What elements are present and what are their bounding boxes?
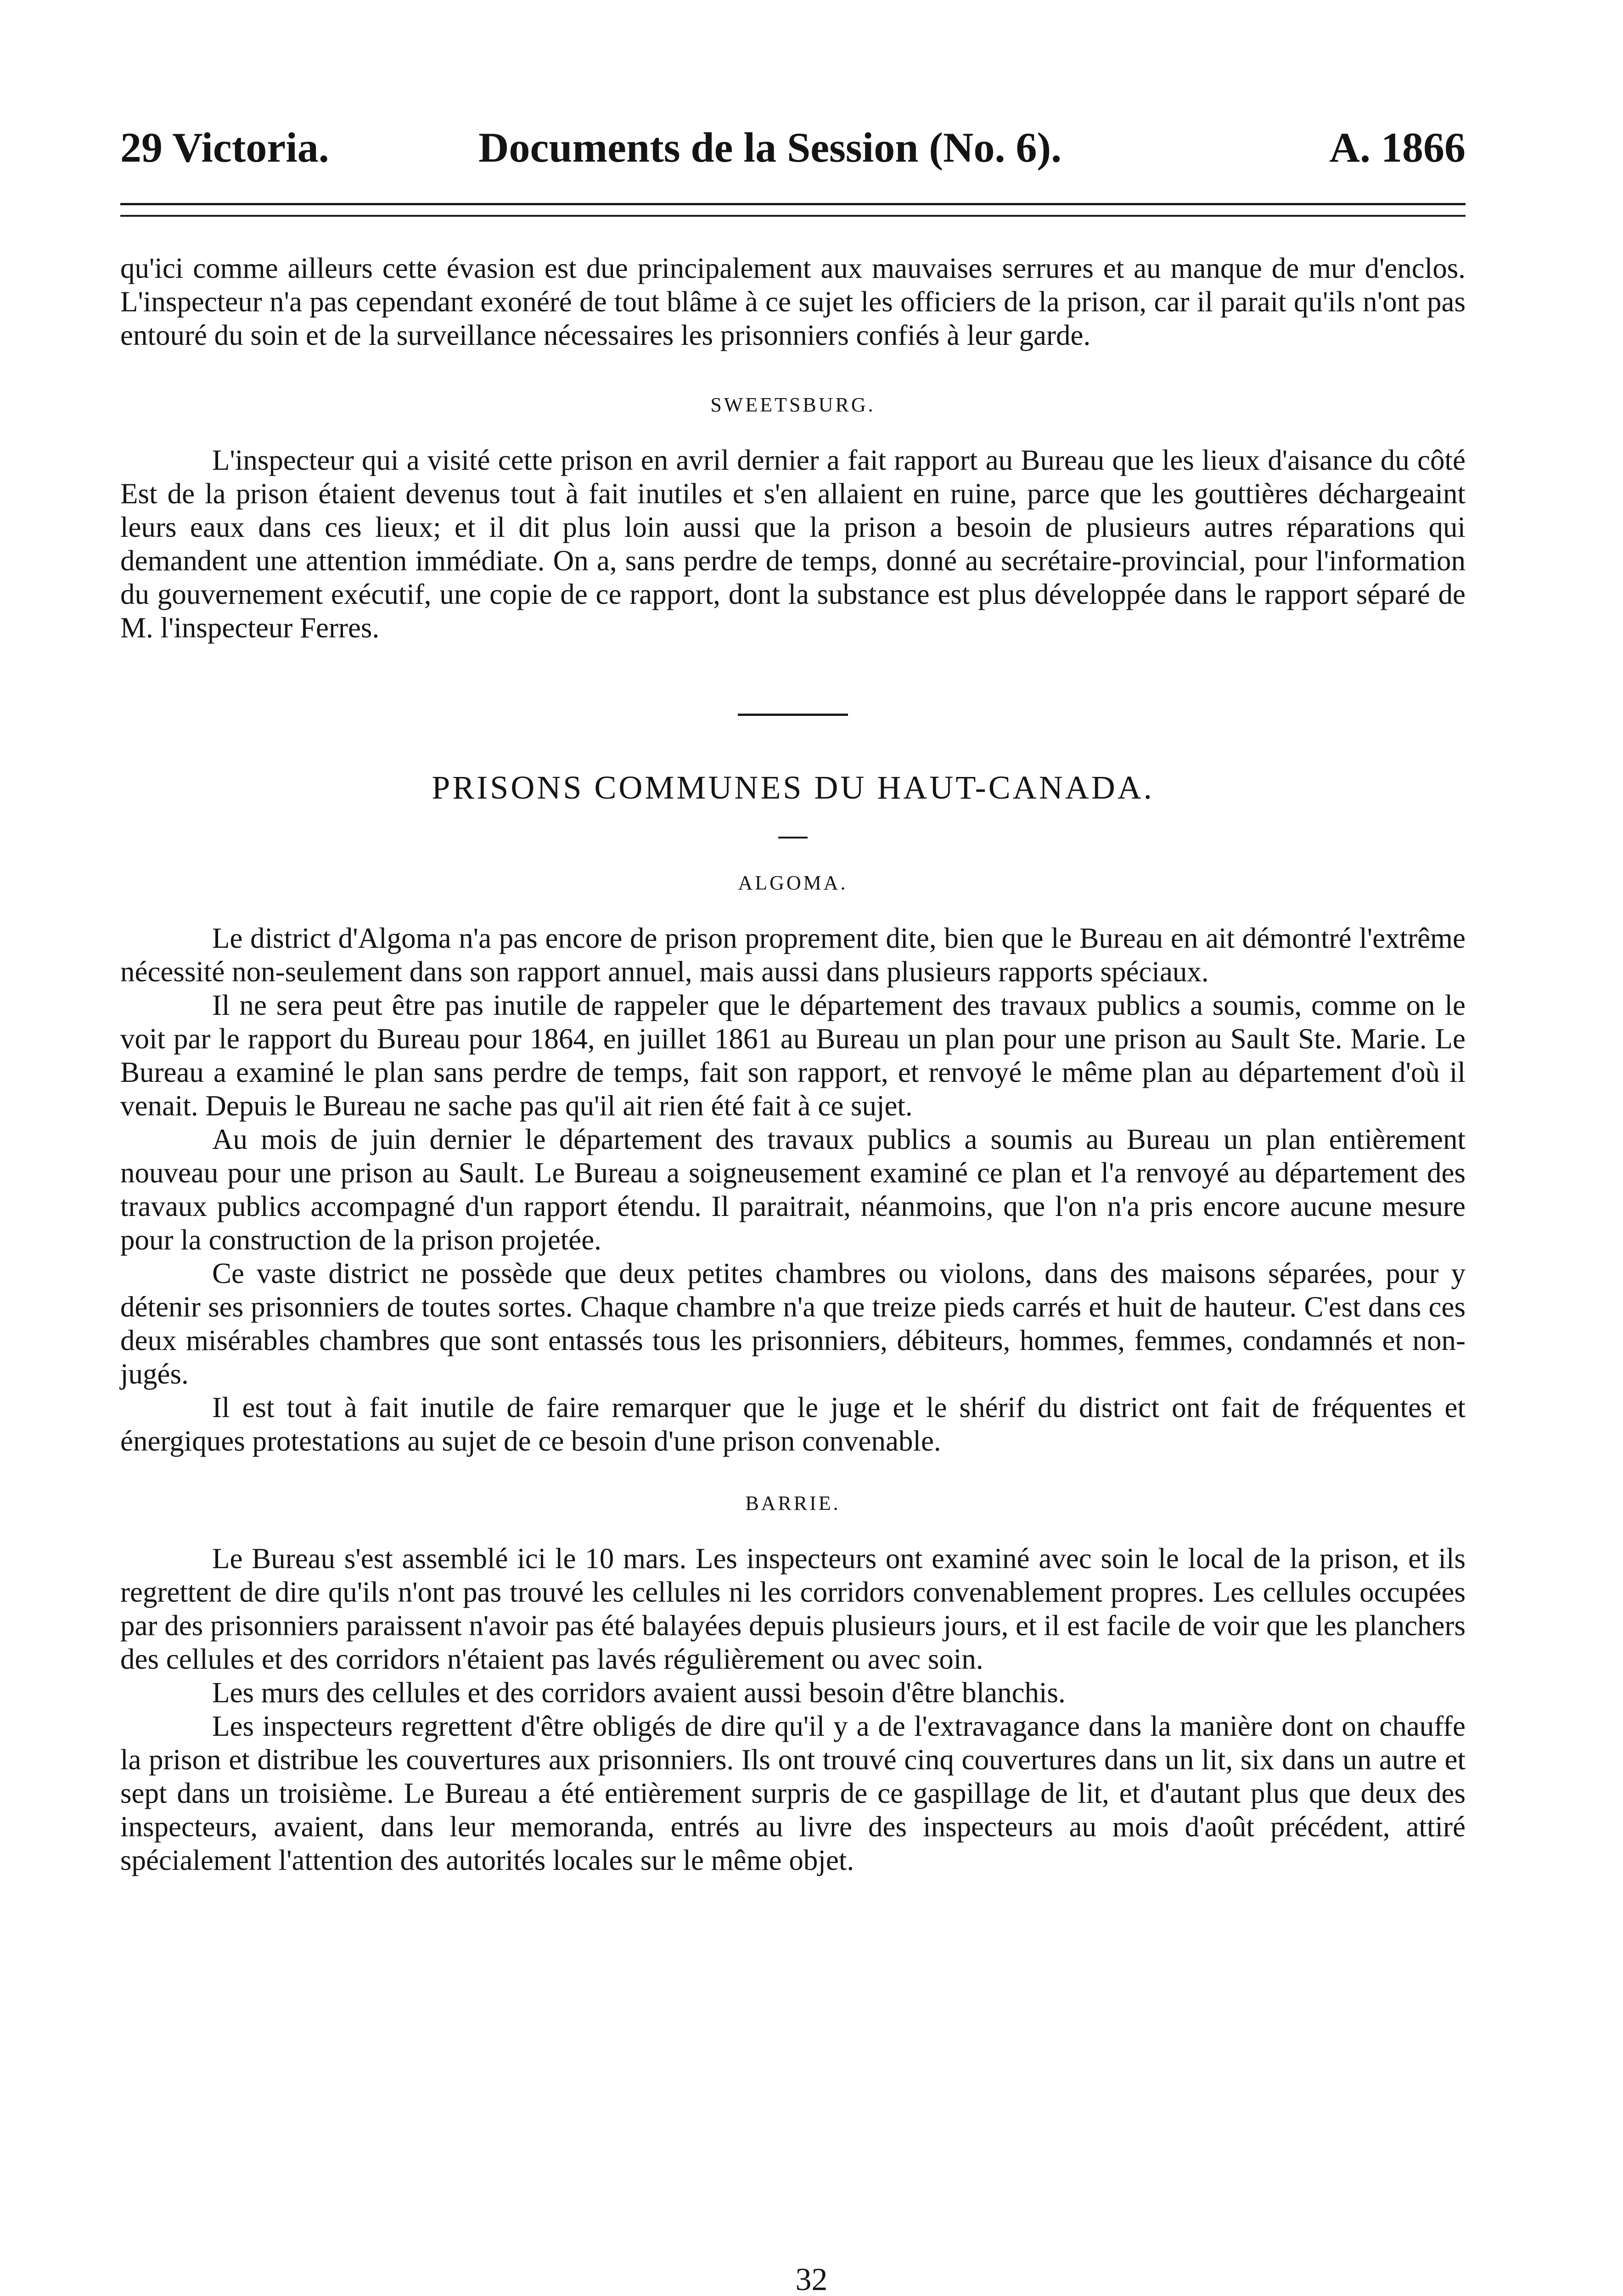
title-separator (778, 837, 808, 838)
section-separator (738, 714, 848, 716)
header-double-rule (120, 203, 1466, 217)
barrie-paragraph: Le Bureau s'est assemblé ici le 10 mars. Les inspecteurs ont examiné avec soin le local de la prison, et ils regrettent de dire qu'ils n'ont pas trouvé les cellules ni les corridors convenablement propres. Les cellules occupées par des prisonniers paraissent n'avoir pas été balayées depuis plusieurs jours, et il est facile de voir que les planchers des cellules et des corridors n'étaient pas lavés régulièrement ou avec soin. (120, 1542, 1466, 1675)
heading-algoma: ALGOMA. (738, 872, 848, 894)
page-body (120, 252, 1466, 1877)
heading-sweetsburg: SWEETSBURG. (710, 394, 876, 416)
intro-paragraph: qu'ici comme ailleurs cette évasion est due principalement aux mauvaises serrures et au manque de mur d'enclos. L'inspecteur n'a pas cependant exonéré de tout blâme à ce sujet les officiers de la prison, car il parait qu'ils n'ont pas entouré du soin et de la surveillance nécessaires les prisonniers confiés à leur garde. (120, 252, 1466, 351)
algoma-paragraph: Au mois de juin dernier le département des travaux publics a soumis au Bureau un plan entièrement nouveau pour une prison au Sault. Le Bureau a soigneusement examiné ce plan et l'a renvoyé au département des travaux publics accompagné d'un rapport étendu. Il paraitrait, néanmoins, que l'on n'a pris encore aucune mesure pour la construction de la prison projetée. (120, 1123, 1466, 1256)
sweetsburg-paragraph: L'inspecteur qui a visité cette prison en avril dernier a fait rapport au Bureau que les lieux d'aisance du côté Est de la prison étaient devenus tout à fait inutiles et s'en allaient en ruine, parce que les gouttières déchargeaint leurs eaux dans ces lieux; et il dit plus loin aussi que la prison a besoin de plusieurs autres réparations qui demandent une attention immédiate. On a, sans perdre de temps, donné au secrétaire-provincial, pour l'information du gouvernement exécutif, une copie de ce rapport, dont la substance est plus développée dans le rapport séparé de M. l'inspecteur Ferres. (120, 444, 1466, 644)
algoma-paragraph: Il ne sera peut être pas inutile de rappeler que le département des travaux publics a soumis, comme on le voit par le rapport du Bureau pour 1864, en juillet 1861 au Bureau un plan pour une prison au Sault Ste. Marie. Le Bureau a examiné le plan sans perdre de temps, fait son rapport, et renvoyé le même plan au département d'où il venait. Depuis le Bureau ne sache pas qu'il ait rien été fait à ce sujet. (120, 989, 1466, 1122)
header-volume: 29 Victoria. (120, 124, 329, 171)
header-title: Documents de la Session (No. 6). (478, 124, 1062, 171)
algoma-paragraph: Ce vaste district ne possède que deux petites chambres ou violons, dans des maisons séparées, pour y détenir ses prisonniers de toutes sortes. Chaque chambre n'a que treize pieds carrés et huit de hauteur. C'est dans ces deux misérables chambres que sont entassés tous les prisonniers, débiteurs, hommes, femmes, condamnés et non-jugés. (120, 1257, 1466, 1390)
running-header (120, 123, 1466, 183)
barrie-paragraph: Les murs des cellules et des corridors avaient aussi besoin d'être blanchis. (212, 1677, 1066, 1709)
page-number: 32 (795, 2262, 828, 2296)
algoma-paragraph: Le district d'Algoma n'a pas encore de prison proprement dite, bien que le Bureau en ait démontré l'extrême nécessité non-seulement dans son rapport annuel, mais aussi dans plusieurs rapports spéciaux. (120, 922, 1466, 988)
algoma-paragraph: Il est tout à fait inutile de faire remarquer que le juge et le shérif du district ont fait de fréquentes et énergiques protestations au sujet de ce besoin d'une prison convenable. (120, 1391, 1466, 1457)
barrie-paragraph: Les inspecteurs regrettent d'être obligés de dire qu'il y a de l'extravagance dans la manière dont on chauffe la prison et distribue les couvertures aux prisonniers. Ils ont trouvé cinq couvertures dans un lit, six dans un autre et sept dans un troisième. Le Bureau a été entièrement surpris de ce gaspillage de lit, et d'autant plus que deux des inspecteurs, avaient, dans leur memoranda, entrés au livre des inspecteurs au mois d'août précédent, attiré spécialement l'attention des autorités locales sur le même objet. (120, 1710, 1466, 1876)
header-year: A. 1866 (1329, 124, 1466, 171)
main-section-title: PRISONS COMMUNES DU HAUT-CANADA. (432, 769, 1154, 806)
heading-barrie: BARRIE. (745, 1492, 841, 1514)
